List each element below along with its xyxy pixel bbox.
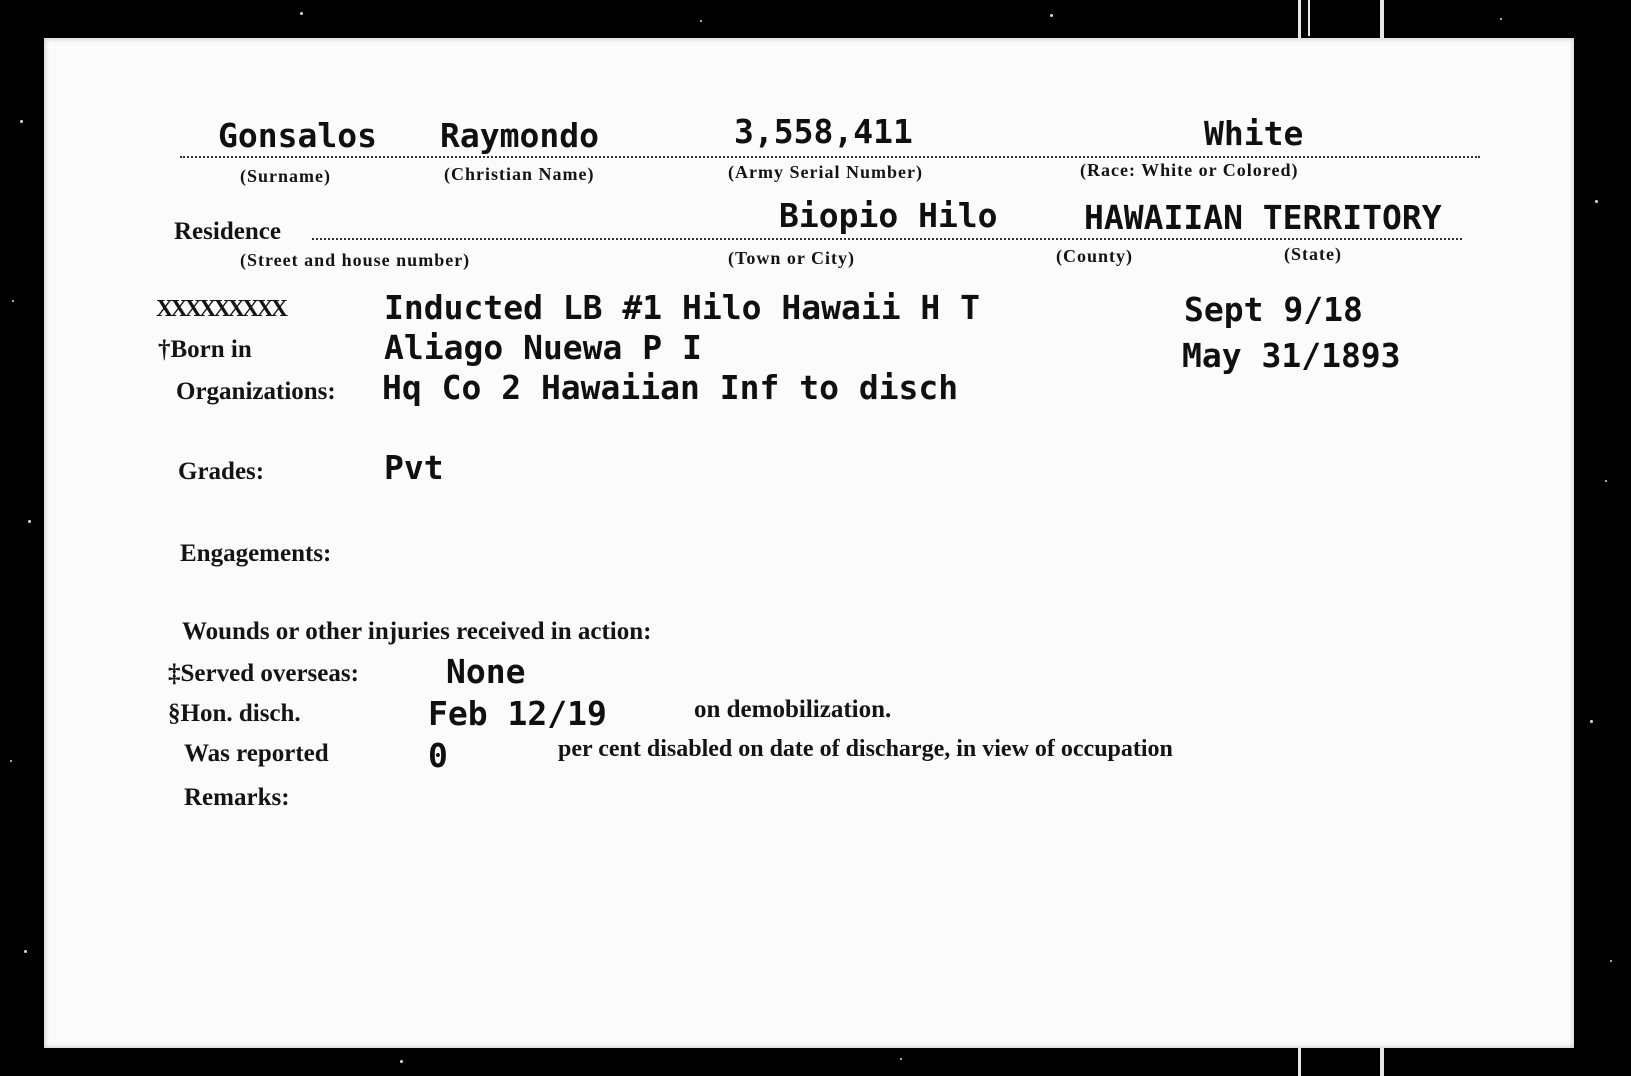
race-caption: (Race: White or Colored) bbox=[1080, 160, 1299, 180]
induction-value: Inducted LB #1 Hilo Hawaii H T bbox=[384, 288, 981, 327]
discharge-date-value: Feb 12/19 bbox=[428, 694, 607, 733]
residence-dotted-line bbox=[312, 238, 1462, 240]
header-dotted-line bbox=[180, 156, 1480, 158]
residence-label: Residence bbox=[174, 218, 281, 245]
residence-state-value: HAWAIIAN TERRITORY bbox=[1084, 198, 1442, 237]
disability-percent-value: 0 bbox=[428, 736, 448, 775]
served-overseas-value: None bbox=[446, 652, 526, 691]
served-overseas-label: ‡Served overseas: bbox=[168, 660, 359, 687]
born-in-label: †Born in bbox=[158, 336, 252, 363]
hon-disch-label: §Hon. disch. bbox=[168, 700, 301, 727]
state-caption: (State) bbox=[1284, 244, 1342, 264]
county-caption: (County) bbox=[1056, 246, 1134, 266]
induction-date-value: Sept 9/18 bbox=[1184, 290, 1363, 329]
remarks-label: Remarks: bbox=[184, 784, 290, 811]
birthplace-value: Aliago Nuewa P I bbox=[384, 328, 702, 367]
discharge-reason: on demobilization. bbox=[694, 696, 892, 723]
serial-number-caption: (Army Serial Number) bbox=[728, 162, 923, 182]
engagements-label: Engagements: bbox=[180, 540, 332, 567]
surname-caption: (Surname) bbox=[240, 166, 331, 186]
street-caption: (Street and house number) bbox=[240, 250, 471, 270]
surname-value: Gonsalos bbox=[218, 116, 377, 155]
struck-out-label: XXXXXXXXX bbox=[156, 296, 285, 322]
residence-town-value: Biopio Hilo bbox=[779, 196, 998, 235]
town-caption: (Town or City) bbox=[728, 248, 856, 268]
grades-value: Pvt bbox=[384, 448, 444, 487]
serial-number-value: 3,558,411 bbox=[734, 112, 913, 151]
birth-date-value: May 31/1893 bbox=[1182, 336, 1401, 375]
was-reported-label: Was reported bbox=[184, 740, 329, 767]
christian-name-value: Raymondo bbox=[440, 116, 599, 155]
race-value: White bbox=[1204, 114, 1304, 153]
organizations-value: Hq Co 2 Hawaiian Inf to disch bbox=[382, 368, 959, 407]
disability-statement: per cent disabled on date of discharge, in view of occupation bbox=[558, 736, 1173, 762]
grades-label: Grades: bbox=[178, 458, 265, 485]
wounds-label: Wounds or other injuries received in action: bbox=[182, 618, 652, 645]
christian-name-caption: (Christian Name) bbox=[444, 164, 595, 184]
organizations-label: Organizations: bbox=[176, 378, 336, 405]
service-record-card bbox=[44, 38, 1574, 1048]
